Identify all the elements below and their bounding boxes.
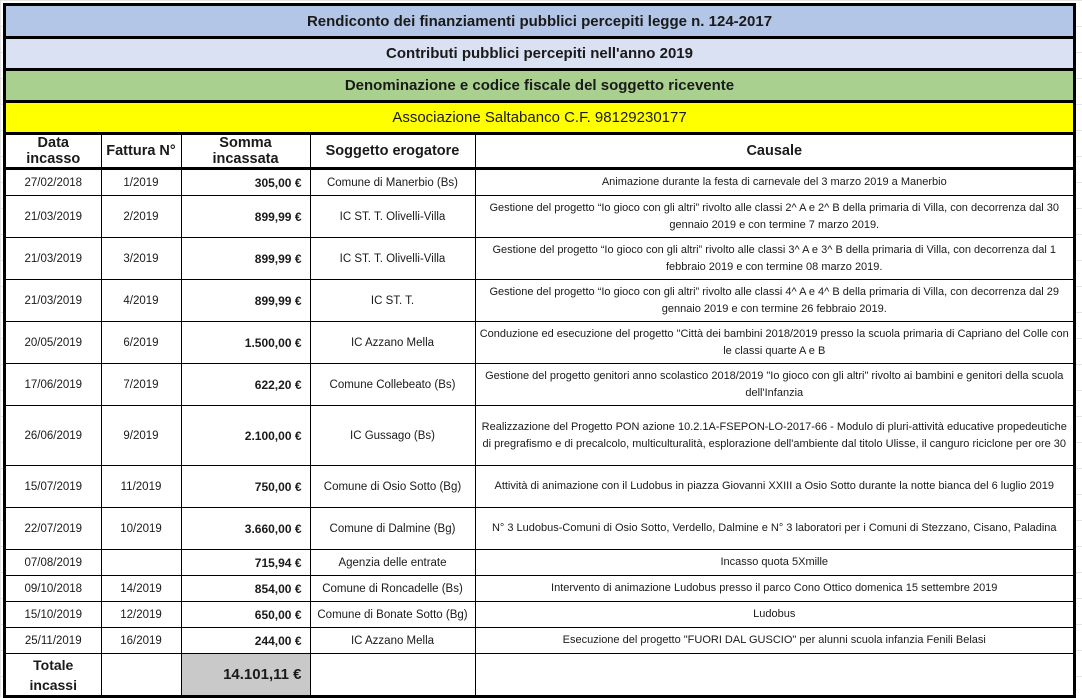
table-row (6, 466, 1073, 508)
date-cell[interactable]: 21/03/2019 (6, 280, 101, 322)
invoice-cell[interactable]: 2/2019 (101, 196, 181, 238)
reason-cell[interactable]: Realizzazione del Progetto PON azione 10.2.1A-FSEPON-LO-2017-66 - Modulo di pluri-attività educative propedeutiche di pregrafismo e di precalcolo, multiculturalità, esplorazione dell'ambiente dal titolo Ulisse, il canguro riciclone per ore 30 (475, 406, 1073, 466)
invoice-cell[interactable]: 10/2019 (101, 508, 181, 550)
table-row (6, 406, 1073, 466)
payer-cell[interactable]: IC Azzano Mella (310, 628, 475, 654)
date-cell[interactable]: 27/02/2018 (6, 169, 101, 196)
payer-cell[interactable]: Comune di Osio Sotto (Bg) (310, 466, 475, 508)
invoice-cell[interactable]: 16/2019 (101, 628, 181, 654)
section-heading[interactable]: Denominazione e codice fiscale del soggetto ricevente (6, 71, 1073, 103)
payer-cell[interactable]: Comune di Bonate Sotto (Bg) (310, 602, 475, 628)
payer-cell[interactable]: Comune di Roncadelle (Bs) (310, 576, 475, 602)
date-cell[interactable]: 17/06/2019 (6, 364, 101, 406)
table-row (6, 196, 1073, 238)
payer-cell[interactable]: Agenzia delle entrate (310, 550, 475, 576)
invoice-cell[interactable]: 4/2019 (101, 280, 181, 322)
payer-cell[interactable]: IC ST. T. Olivelli-Villa (310, 238, 475, 280)
payer-cell[interactable]: IC ST. T. (310, 280, 475, 322)
reason-cell[interactable]: Gestione del progetto genitori anno scolastico 2018/2019 "Io gioco con gli altri" rivolto ai bambini e genitori della scuola dell'Infanzia (475, 364, 1073, 406)
col-header-invoice[interactable]: Fattura N° (101, 135, 181, 169)
invoice-cell[interactable]: 11/2019 (101, 466, 181, 508)
reason-cell[interactable]: Animazione durante la festa di carnevale del 3 marzo 2019 a Manerbio (475, 169, 1073, 196)
amount-cell[interactable]: 854,00 € (181, 576, 310, 602)
reason-cell[interactable]: Attività di animazione con il Ludobus in piazza Giovanni XXIII a Osio Sotto durante la notte bianca del 6 luglio 2019 (475, 466, 1073, 508)
reason-cell[interactable]: Gestione del progetto “Io gioco con gli altri” rivolto alle classi 2^ A e 2^ B della primaria di Villa, con decorrenza dal 30 gennaio 2019 e con termine 7 marzo 2019. (475, 196, 1073, 238)
total-row (6, 654, 1073, 696)
col-header-reason[interactable]: Causale (475, 135, 1073, 169)
date-cell[interactable]: 22/07/2019 (6, 508, 101, 550)
payer-cell[interactable]: IC ST. T. Olivelli-Villa (310, 196, 475, 238)
invoice-cell[interactable]: 3/2019 (101, 238, 181, 280)
total-label[interactable]: Totale incassi (6, 654, 101, 696)
table-row (6, 322, 1073, 364)
table-row (6, 169, 1073, 196)
total-payer-empty[interactable] (310, 654, 475, 696)
amount-cell[interactable]: 715,94 € (181, 550, 310, 576)
invoice-cell[interactable]: 7/2019 (101, 364, 181, 406)
date-cell[interactable]: 25/11/2019 (6, 628, 101, 654)
total-invoice-empty[interactable] (101, 654, 181, 696)
table-row (6, 238, 1073, 280)
payer-cell[interactable]: IC Gussago (Bs) (310, 406, 475, 466)
date-cell[interactable]: 09/10/2018 (6, 576, 101, 602)
date-cell[interactable]: 20/05/2019 (6, 322, 101, 364)
funding-table (6, 135, 1073, 695)
amount-cell[interactable]: 899,99 € (181, 238, 310, 280)
amount-cell[interactable]: 650,00 € (181, 602, 310, 628)
invoice-cell[interactable]: 14/2019 (101, 576, 181, 602)
report-subtitle[interactable]: Contributi pubblici percepiti nell'anno 2019 (6, 39, 1073, 71)
amount-cell[interactable]: 305,00 € (181, 169, 310, 196)
col-header-amount[interactable]: Somma incassata (181, 135, 310, 169)
date-cell[interactable]: 15/10/2019 (6, 602, 101, 628)
invoice-cell[interactable] (101, 550, 181, 576)
payer-cell[interactable]: Comune di Dalmine (Bg) (310, 508, 475, 550)
col-header-date[interactable]: Data incasso (6, 135, 101, 169)
recipient-name[interactable]: Associazione Saltabanco C.F. 98129230177 (6, 103, 1073, 135)
reason-cell[interactable]: Conduzione ed esecuzione del progetto "Città dei bambini 2018/2019 presso la scuola primaria di Capriano del Colle con le classi quarte A e B (475, 322, 1073, 364)
invoice-cell[interactable]: 1/2019 (101, 169, 181, 196)
amount-cell[interactable]: 3.660,00 € (181, 508, 310, 550)
amount-cell[interactable]: 899,99 € (181, 280, 310, 322)
reason-cell[interactable]: N° 3 Ludobus-Comuni di Osio Sotto, Verdello, Dalmine e N° 3 laboratori per i Comuni di Stezzano, Cisano, Paladina (475, 508, 1073, 550)
table-row (6, 550, 1073, 576)
total-reason-empty[interactable] (475, 654, 1073, 696)
table-row (6, 364, 1073, 406)
amount-cell[interactable]: 750,00 € (181, 466, 310, 508)
col-header-payer[interactable]: Soggetto erogatore (310, 135, 475, 169)
total-amount[interactable]: 14.101,11 € (181, 654, 310, 696)
reason-cell[interactable]: Esecuzione del progetto "FUORI DAL GUSCIO" per alunni scuola infanzia Fenili Belasi (475, 628, 1073, 654)
invoice-cell[interactable]: 12/2019 (101, 602, 181, 628)
header-row (6, 135, 1073, 169)
amount-cell[interactable]: 244,00 € (181, 628, 310, 654)
table-row (6, 602, 1073, 628)
report-title[interactable]: Rendiconto dei finanziamenti pubblici percepiti legge n. 124-2017 (6, 6, 1073, 39)
reason-cell[interactable]: Gestione del progetto “Io gioco con gli altri” rivolto alle classi 3^ A e 3^ B della primaria di Villa, con decorrenza dal 1 febbraio 2019 e con termine 08 marzo 2019. (475, 238, 1073, 280)
reason-cell[interactable]: Gestione del progetto “Io gioco con gli altri” rivolto alle classi 4^ A e 4^ B della primaria di Villa, con decorrenza dal 29 gennaio 2019 e con termine 26 febbraio 2019. (475, 280, 1073, 322)
table-row (6, 280, 1073, 322)
date-cell[interactable]: 26/06/2019 (6, 406, 101, 466)
date-cell[interactable]: 07/08/2019 (6, 550, 101, 576)
reason-cell[interactable]: Ludobus (475, 602, 1073, 628)
table-row (6, 576, 1073, 602)
table-row (6, 628, 1073, 654)
date-cell[interactable]: 21/03/2019 (6, 238, 101, 280)
report-sheet (3, 3, 1076, 698)
payer-cell[interactable]: IC Azzano Mella (310, 322, 475, 364)
amount-cell[interactable]: 1.500,00 € (181, 322, 310, 364)
invoice-cell[interactable]: 6/2019 (101, 322, 181, 364)
reason-cell[interactable]: Incasso quota 5Xmille (475, 550, 1073, 576)
amount-cell[interactable]: 2.100,00 € (181, 406, 310, 466)
amount-cell[interactable]: 899,99 € (181, 196, 310, 238)
reason-cell[interactable]: Intervento di animazione Ludobus presso il parco Cono Ottico domenica 15 settembre 2019 (475, 576, 1073, 602)
invoice-cell[interactable]: 9/2019 (101, 406, 181, 466)
payer-cell[interactable]: Comune Collebeato (Bs) (310, 364, 475, 406)
table-row (6, 508, 1073, 550)
date-cell[interactable]: 21/03/2019 (6, 196, 101, 238)
payer-cell[interactable]: Comune di Manerbio (Bs) (310, 169, 475, 196)
date-cell[interactable]: 15/07/2019 (6, 466, 101, 508)
amount-cell[interactable]: 622,20 € (181, 364, 310, 406)
